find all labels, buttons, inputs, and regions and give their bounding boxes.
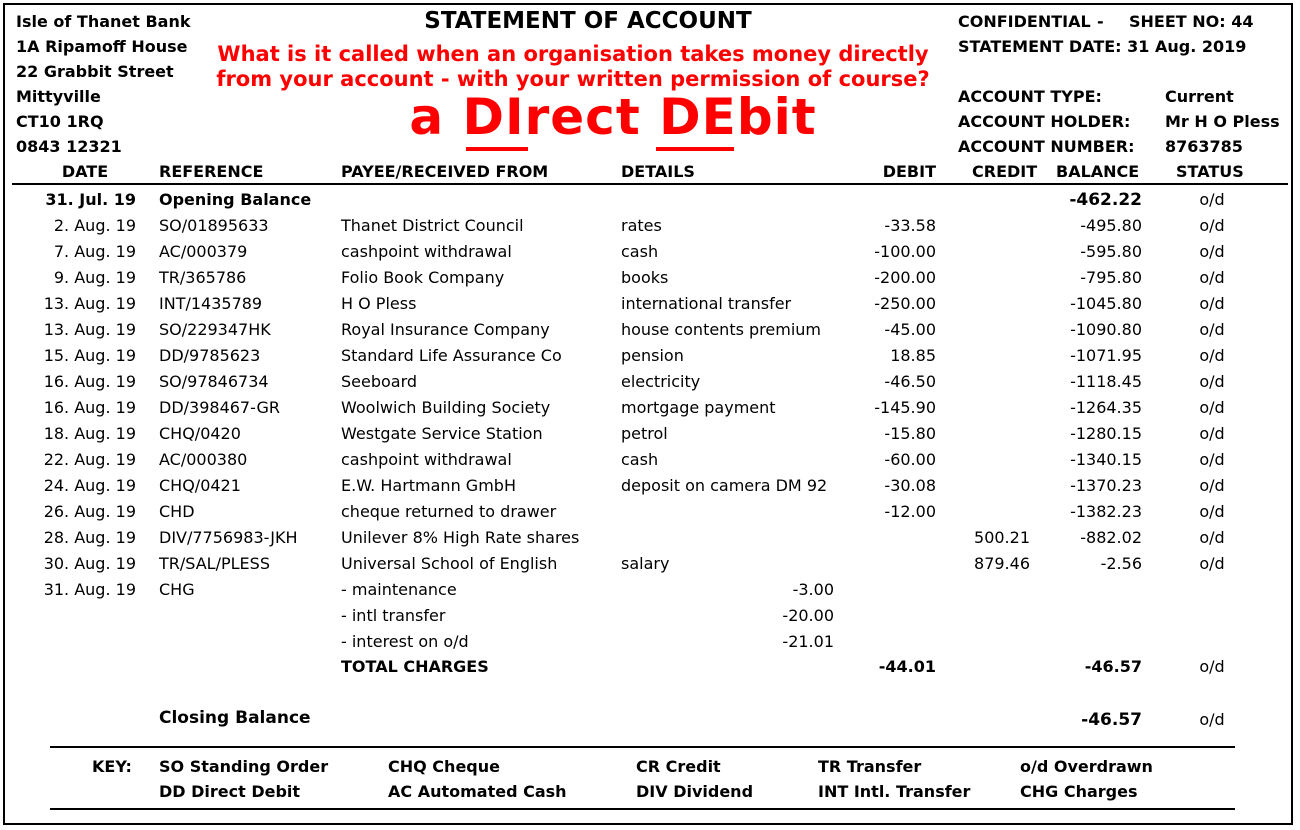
row-date: 30. Aug. 19 [43,554,136,573]
row-reference: CHQ/0420 [159,424,241,443]
row-date: 18. Aug. 19 [43,424,136,443]
key-item: CR Credit [636,757,721,776]
column-header-payee: PAYEE/RECEIVED FROM [341,162,549,181]
row-debit: -100.00 [874,242,936,261]
answer-part: rect [524,88,660,146]
row-reference: AC/000380 [159,450,248,469]
row-balance: -595.80 [1080,242,1142,261]
row-status: o/d [1199,294,1225,313]
total-charges-balance: -46.57 [1084,657,1142,676]
row-reference: TR/365786 [159,268,247,287]
row-date: 9. Aug. 19 [53,268,136,287]
row-balance: -882.02 [1080,528,1142,547]
closing-balance-label: Closing Balance [159,708,311,728]
row-reference: CHQ/0421 [159,476,241,495]
row-payee: Seeboard [341,372,418,391]
row-date: 7. Aug. 19 [53,242,136,261]
total-charges-status: o/d [1199,657,1225,676]
bank-phone: 0843 12321 [16,137,122,156]
row-status: o/d [1199,346,1225,365]
key-item: SO Standing Order [159,757,329,776]
row-details: international transfer [621,294,792,313]
row-date: 16. Aug. 19 [43,372,136,391]
column-header-status: STATUS [1176,162,1244,181]
row-date: 26. Aug. 19 [43,502,136,521]
row-status: o/d [1199,554,1225,573]
row-debit: -30.08 [884,476,936,495]
row-reference: CHG [159,580,195,599]
row-debit: -15.80 [884,424,936,443]
row-date: 31. Aug. 19 [43,580,136,599]
closing-balance-value: -46.57 [1081,710,1142,730]
row-details: house contents premium [621,320,821,339]
row-details: cash [621,242,659,261]
row-debit: -145.90 [874,398,936,417]
row-reference: SO/229347HK [159,320,271,339]
underline-di [466,147,528,151]
row-status: o/d [1199,450,1225,469]
total-charges-debit: -44.01 [878,657,936,676]
row-balance: -1340.15 [1070,450,1142,469]
row-charge: -20.00 [782,606,834,625]
row-payee: Westgate Service Station [341,424,543,443]
row-date: 13. Aug. 19 [43,320,136,339]
row-reference: DD/398467-GR [159,398,280,417]
answer-highlight-di: DI [462,88,525,146]
row-balance: -2.56 [1100,554,1142,573]
row-details: pension [621,346,684,365]
row-balance: -462.22 [1069,190,1142,210]
column-header-credit: CREDIT [972,162,1038,181]
row-details: books [621,268,669,287]
row-reference: SO/97846734 [159,372,269,391]
row-debit: -12.00 [884,502,936,521]
row-balance: -1045.80 [1070,294,1142,313]
row-balance: -1382.23 [1070,502,1142,521]
row-payee: Thanet District Council [341,216,524,235]
row-reference: SO/01895633 [159,216,269,235]
row-payee: Royal Insurance Company [341,320,550,339]
row-date: 13. Aug. 19 [43,294,136,313]
row-payee: Standard Life Assurance Co [341,346,562,365]
row-reference: INT/1435789 [159,294,263,313]
account-number-value: 8763785 [1165,137,1243,156]
key-item: o/d Overdrawn [1020,757,1153,776]
row-status: o/d [1199,398,1225,417]
underline-de [656,147,734,151]
row-debit: -200.00 [874,268,936,287]
row-debit: -33.58 [884,216,936,235]
row-balance: -1071.95 [1070,346,1142,365]
column-header-date: DATE [61,162,109,181]
row-details: salary [621,554,670,573]
row-reference: DIV/7756983-JKH [159,528,298,547]
total-charges-label: TOTAL CHARGES [341,657,489,676]
row-balance: -1370.23 [1070,476,1142,495]
row-status: o/d [1199,528,1225,547]
row-payee: cashpoint withdrawal [341,242,512,261]
row-debit: 18.85 [890,346,936,365]
row-status: o/d [1199,424,1225,443]
row-charge: -21.01 [782,632,834,651]
row-payee: H O Pless [341,294,417,313]
sheet-number: SHEET NO: 44 [1129,12,1254,31]
header-rule [12,183,1288,185]
meta-dash: - [1097,12,1104,31]
account-holder-value: Mr H O Pless [1165,112,1280,131]
row-payee: cheque returned to drawer [341,502,557,521]
key-item: TR Transfer [818,757,922,776]
answer-part: bit [736,88,817,146]
row-debit: -46.50 [884,372,936,391]
row-date: 31. Jul. 19 [45,190,136,209]
column-header-details: DETAILS [621,162,695,181]
row-payee: - maintenance [341,580,457,599]
row-details: rates [621,216,662,235]
column-header-debit: DEBIT [882,162,936,181]
row-debit: -45.00 [884,320,936,339]
row-status: o/d [1199,242,1225,261]
key-item: AC Automated Cash [388,782,567,801]
row-details: electricity [621,372,701,391]
bank-address-line: 22 Grabbit Street [16,62,174,81]
row-status: o/d [1199,268,1225,287]
row-details: deposit on camera DM 92 [621,476,828,495]
row-payee: E.W. Hartmann GmbH [341,476,516,495]
row-date: 2. Aug. 19 [53,216,136,235]
row-status: o/d [1199,216,1225,235]
row-date: 15. Aug. 19 [43,346,136,365]
row-status: o/d [1199,476,1225,495]
row-balance: -1090.80 [1070,320,1142,339]
row-balance: -1264.35 [1070,398,1142,417]
row-date: 28. Aug. 19 [43,528,136,547]
key-item: INT Intl. Transfer [818,782,971,801]
row-payee: Universal School of English [341,554,558,573]
question-line-2: from your account - with your written permission of course? [216,67,930,91]
account-holder-label: ACCOUNT HOLDER: [958,112,1131,131]
row-credit: 879.46 [974,554,1030,573]
account-number-label: ACCOUNT NUMBER: [958,137,1135,156]
row-balance: -495.80 [1080,216,1142,235]
confidential-label: CONFIDENTIAL [958,12,1091,31]
key-bottom-rule [50,808,1235,810]
bank-name: Isle of Thanet Bank [16,12,191,31]
row-details: mortgage payment [621,398,776,417]
row-date: 24. Aug. 19 [43,476,136,495]
row-payee: Unilever 8% High Rate shares [341,528,580,547]
key-item: DIV Dividend [636,782,754,801]
answer-part: a [409,88,463,146]
account-type-value: Current [1165,87,1234,106]
column-header-balance: BALANCE [1056,162,1140,181]
row-payee: - interest on o/d [341,632,469,651]
bank-address-line: 1A Ripamoff House [16,37,188,56]
row-reference: TR/SAL/PLESS [159,554,270,573]
key-item: CHG Charges [1020,782,1138,801]
row-reference: AC/000379 [159,242,248,261]
row-date: 16. Aug. 19 [43,398,136,417]
row-charge: -3.00 [792,580,834,599]
row-details: cash [621,450,659,469]
row-credit: 500.21 [974,528,1030,547]
row-details: petrol [621,424,668,443]
row-debit: -60.00 [884,450,936,469]
row-status: o/d [1199,372,1225,391]
row-balance: -795.80 [1080,268,1142,287]
key-top-rule [50,746,1235,748]
row-reference: CHD [159,502,195,521]
bank-address-line: Mittyville [16,87,101,106]
question-line-1: What is it called when an organisation takes money directly [217,42,929,66]
row-balance: -1280.15 [1070,424,1142,443]
row-payee: - intl transfer [341,606,446,625]
row-payee: Folio Book Company [341,268,505,287]
row-status: o/d [1199,320,1225,339]
row-payee: cashpoint withdrawal [341,450,512,469]
key-item: DD Direct Debit [159,782,301,801]
account-type-label: ACCOUNT TYPE: [958,87,1102,106]
statement-title: STATEMENT OF ACCOUNT [424,8,752,34]
row-status: o/d [1199,502,1225,521]
bank-postcode: CT10 1RQ [16,112,104,131]
row-date: 22. Aug. 19 [43,450,136,469]
row-payee: Woolwich Building Society [341,398,551,417]
key-label: KEY: [92,757,132,776]
key-item: CHQ Cheque [388,757,500,776]
row-debit: -250.00 [874,294,936,313]
statement-date: STATEMENT DATE: 31 Aug. 2019 [958,37,1247,56]
row-reference: Opening Balance [159,190,312,209]
answer-highlight-de: DE [659,88,737,146]
row-balance: -1118.45 [1070,372,1142,391]
column-header-reference: REFERENCE [159,162,264,181]
closing-balance-status: o/d [1199,710,1225,729]
row-status: o/d [1199,190,1225,209]
row-reference: DD/9785623 [159,346,261,365]
